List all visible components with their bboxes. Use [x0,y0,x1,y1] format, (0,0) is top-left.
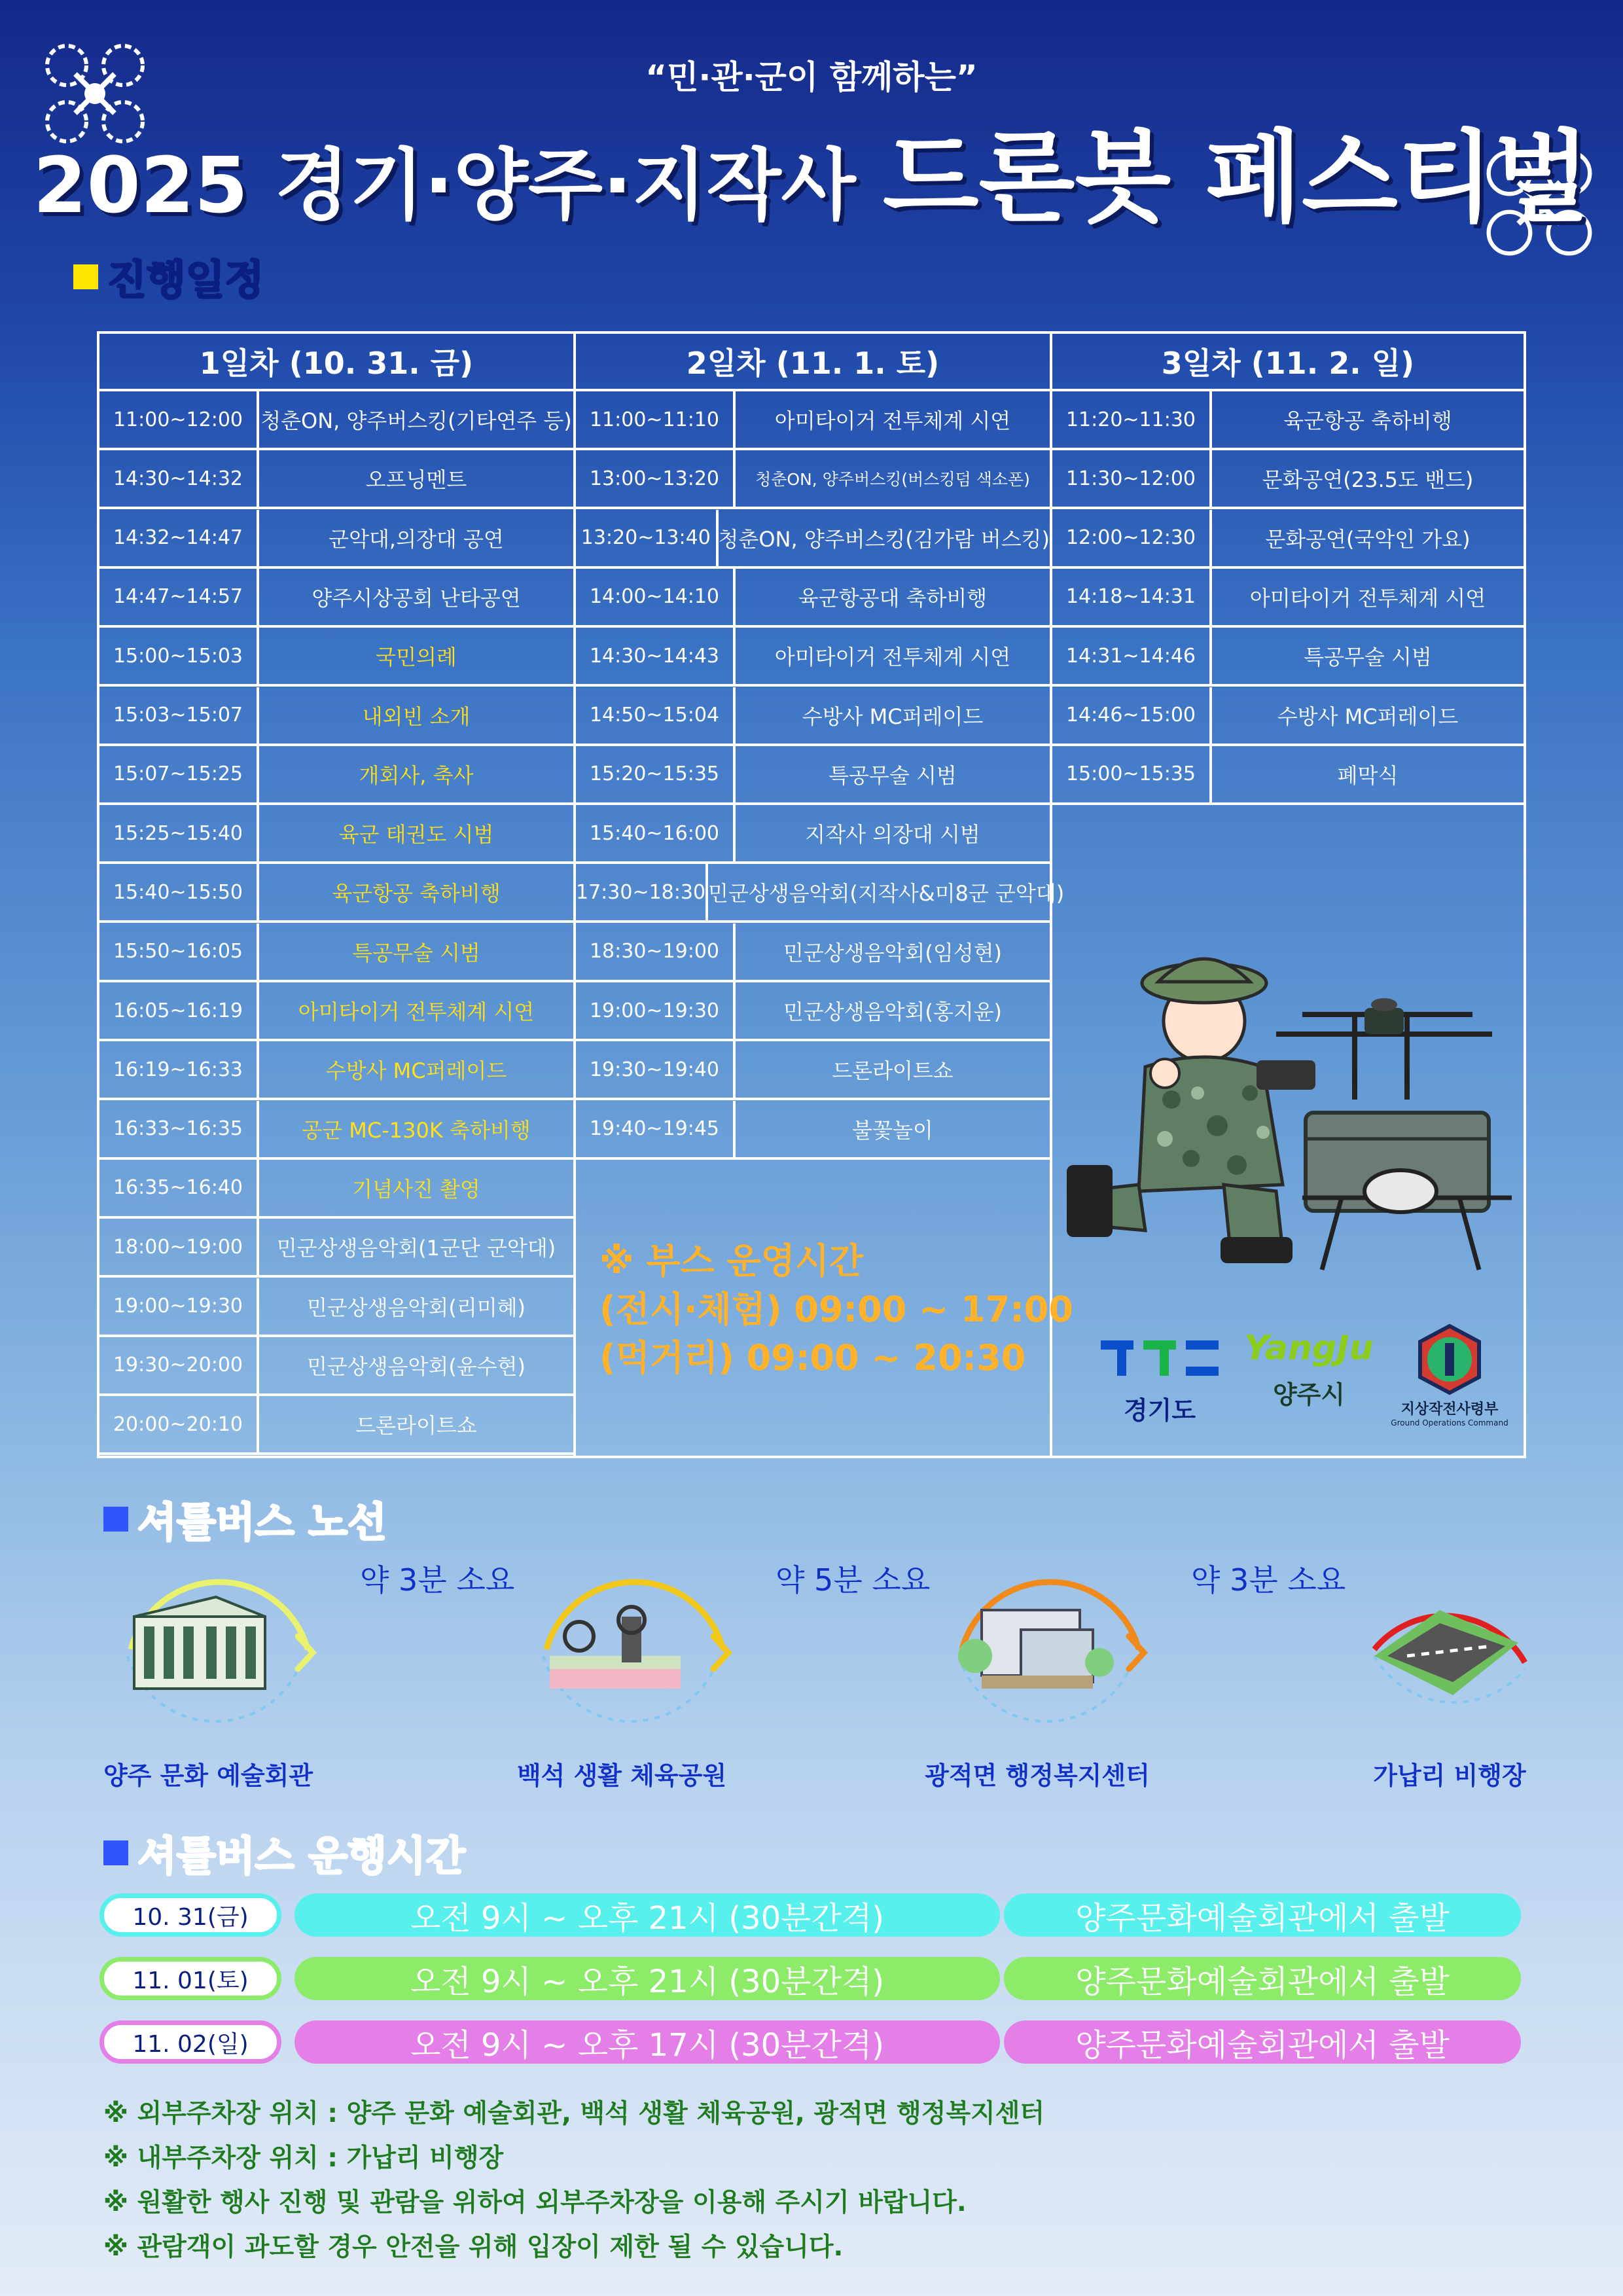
subtitle: “민·관·군이 함께하는” [645,58,978,96]
sports-park-icon [550,1607,681,1689]
schedule-row [576,805,1050,864]
schedule-time: 16:33~16:35 [99,1101,259,1157]
schedule-row [576,746,1050,805]
schedule-event: 아미타이거 전투체계 시연 [1249,585,1486,611]
command-label: 지상작전사령부 [1400,1401,1499,1418]
schedule-time: 19:30~20:00 [99,1337,259,1393]
schedule-time: 14:47~14:57 [99,569,259,625]
schedule-row [99,687,573,746]
bus-hours: 오전 9시 ~ 오후 21시 (30분간격) [294,1957,1000,2000]
schedule-row [99,1396,573,1455]
schedule-event: 수방사 MC퍼레이드 [802,704,984,729]
schedule-time: 11:30~12:00 [1052,450,1212,507]
route-duration: 약 3분 소요 [360,1562,515,1598]
title-part1: 2025 경기·양주·지작사 [33,140,883,230]
schedule-event: 드론라이트쇼 [832,1058,954,1084]
schedule-time: 14:30~14:43 [576,628,736,684]
day-header: 3일차 (11. 2. 일) [1052,334,1524,391]
route-stop-label: 가납리 비행장 [1373,1761,1526,1790]
schedule-event: 특공무술 시범 [1304,645,1432,670]
schedule-row [99,805,573,864]
schedule-row [99,982,573,1041]
bus-departure: 양주문화예술회관에서 출발 [1004,2020,1521,2064]
schedule-row [1052,687,1524,746]
schedule-heading [73,247,264,306]
title-part2: 드론봇 페스티벌 [882,120,1590,236]
schedule-event: 드론라이트쇼 [355,1413,477,1439]
welfare-center-icon [958,1610,1114,1689]
schedule-row [1052,391,1524,450]
schedule-row [576,510,1050,569]
schedule-event: 아미타이거 전투체계 시연 [774,408,1011,433]
route-stop-label: 백석 생활 체육공원 [516,1761,727,1790]
schedule-row [1052,510,1524,569]
schedule-event: 수방사 MC퍼레이드 [325,1058,507,1084]
day3-column [1052,334,1524,1456]
schedule-event: 문화공연(국악인 가요) [1265,526,1471,552]
schedule-event: 청춘ON, 양주버스킹(김가람 버스킹) [718,526,1050,552]
schedule-row [99,628,573,687]
schedule-time: 20:00~20:10 [99,1396,259,1452]
day-header: 2일차 (11. 1. 토) [576,334,1050,391]
airfield-icon [1374,1610,1518,1695]
gyeonggi-logo-icon [1097,1335,1222,1388]
bus-date: 11. 02(일) [99,2020,281,2064]
schedule-heading-text: 진행일정 [107,256,264,304]
schedule-event: 공군 MC-130K 축하비행 [302,1117,531,1143]
route-heading-text: 셔틀버스 노선 [137,1498,387,1546]
schedule-row [576,1101,1050,1160]
bus-departure: 양주문화예술회관에서 출발 [1004,1957,1521,2000]
day1-column [99,334,576,1456]
schedule-row [99,924,573,982]
yangju-label: 양주시 [1272,1380,1346,1409]
schedule-row [576,687,1050,746]
schedule-row [99,1219,573,1278]
schedule-row [99,1278,573,1337]
schedule-event: 개회사, 축사 [359,762,474,788]
schedule-event: 민군상생음악회(임성현) [783,940,1003,965]
bus-hours: 오전 9시 ~ 오후 17시 (30분간격) [294,2020,1000,2064]
schedule-time: 18:00~19:00 [99,1219,259,1275]
schedule-time: 15:25~15:40 [99,805,259,861]
schedule-time: 13:20~13:40 [576,510,719,566]
schedule-time: 11:00~11:10 [576,391,736,448]
note-line: ※ 외부주차장 위치 : 양주 문화 예술회관, 백석 생활 체육공원, 광적면 행정복지센터 [103,2099,1045,2128]
schedule-time: 11:00~12:00 [99,391,259,448]
schedule-time: 16:05~16:19 [99,982,259,1039]
schedule-time: 18:30~19:00 [576,924,736,980]
note-line: ※ 원활한 행사 진행 및 관람을 위하여 외부주차장을 이용해 주시기 바랍니다. [103,2188,967,2217]
day-header: 1일차 (10. 31. 금) [99,334,573,391]
schedule-time: 15:50~16:05 [99,924,259,980]
schedule-event: 민군상생음악회(홍지윤) [783,999,1003,1024]
bus-departure: 양주문화예술회관에서 출발 [1004,1893,1521,1937]
schedule-event: 수방사 MC퍼레이드 [1277,704,1459,729]
schedule-time: 19:30~19:40 [576,1041,736,1098]
schedule-event: 육군항공 축하비행 [332,881,501,906]
schedule-time: 14:50~15:04 [576,687,736,744]
schedule-row [99,510,573,569]
schedule-row [1052,628,1524,687]
route-heading [103,1490,387,1548]
logo-command [1387,1323,1512,1427]
schedule-row [576,450,1050,509]
schedule-time: 15:20~15:35 [576,746,736,802]
schedule-time: 15:40~16:00 [576,805,736,861]
schedule-event: 양주시상공회 난타공연 [312,585,521,611]
schedule-event: 민군상생음악회(리미혜) [306,1295,526,1320]
schedule-time: 17:30~18:30 [576,864,708,920]
schedule-row [99,864,573,923]
booth-exhibit-hours: (전시·체험) 09:00 ~ 17:00 [599,1289,1073,1330]
bus-row [99,1893,1521,1941]
schedule-event: 폐막식 [1337,762,1399,788]
schedule-row [99,569,573,628]
schedule-row [1052,746,1524,805]
schedule-event: 육군항공 축하비행 [1283,408,1452,433]
page-title [0,98,1623,241]
schedule-event: 국민의례 [376,645,457,670]
soldier-drone-illustration [1067,910,1525,1276]
schedule-row [576,982,1050,1041]
square-bullet-icon [73,264,98,289]
schedule-event: 특공무술 시범 [829,762,957,788]
bus-hours: 오전 9시 ~ 오후 21시 (30분간격) [294,1893,1000,1937]
schedule-row [99,1041,573,1100]
schedule-row [576,924,1050,982]
schedule-row [99,1101,573,1160]
booth-hours [599,1237,1073,1382]
schedule-event: 특공무술 시범 [352,940,480,965]
schedule-time: 16:19~16:33 [99,1041,259,1098]
schedule-row [1052,569,1524,628]
schedule-time: 15:03~15:07 [99,687,259,744]
schedule-event: 불꽃놀이 [852,1117,933,1143]
bus-row [99,1957,1521,2004]
schedule-time: 14:30~14:32 [99,450,259,507]
route-stop-label: 양주 문화 예술회관 [103,1761,313,1790]
schedule-time: 14:00~14:10 [576,569,736,625]
schedule-event: 민군상생음악회(1군단 군악대) [276,1236,556,1261]
schedule-row [1052,450,1524,509]
bus-date: 10. 31(금) [99,1893,281,1937]
logo-gyeonggi [1094,1335,1225,1426]
schedule-time: 19:00~19:30 [99,1278,259,1335]
command-en-label: Ground Operations Command [1391,1418,1508,1427]
booth-title: ※ 부스 운영시간 [599,1240,864,1282]
bus-heading-text: 셔틀버스 운행시간 [137,1832,465,1880]
schedule-time: 19:00~19:30 [576,982,736,1039]
schedule-time: 14:18~14:31 [1052,569,1212,625]
art-hall-icon [134,1597,265,1689]
schedule-time: 15:07~15:25 [99,746,259,802]
schedule-time: 14:31~14:46 [1052,628,1212,684]
schedule-event: 문화공연(23.5도 밴드) [1262,467,1474,493]
schedule-time: 15:00~15:03 [99,628,259,684]
schedule-event: 아미타이거 전투체계 시연 [298,999,535,1024]
schedule-time: 11:20~11:30 [1052,391,1212,448]
schedule-row [576,391,1050,450]
schedule-event: 내외빈 소개 [362,704,471,729]
schedule-event: 기념사진 촬영 [352,1176,480,1202]
schedule-event: 육군 태권도 시범 [338,822,494,848]
logo-yangju [1240,1329,1378,1410]
schedule-time: 19:40~19:45 [576,1101,736,1157]
route-duration: 약 5분 소요 [776,1562,931,1598]
schedule-event: 군악대,의장대 공연 [329,526,504,552]
schedule-event: 아미타이거 전투체계 시연 [774,645,1011,670]
route-duration: 약 3분 소요 [1191,1562,1346,1598]
note-line: ※ 내부주차장 위치 : 가납리 비행장 [103,2144,504,2173]
schedule-row [576,628,1050,687]
schedule-time: 14:32~14:47 [99,510,259,566]
schedule-row [99,1337,573,1396]
schedule-time: 15:00~15:35 [1052,746,1212,802]
square-bullet-icon [103,1840,128,1865]
schedule-row [99,746,573,805]
route-stop-label: 광적면 행정복지센터 [925,1761,1150,1790]
gyeonggi-label: 경기도 [1123,1396,1196,1425]
yangju-en-label: YangJu [1244,1329,1374,1368]
schedule-time: 15:40~15:50 [99,864,259,920]
schedule-event: 육군항공대 축하비행 [798,585,988,611]
schedule-row [576,864,1065,923]
schedule-event: 오프닝멘트 [365,467,467,493]
note-line: ※ 관람객이 과도할 경우 안전을 위해 입장이 제한 될 수 있습니다. [103,2233,844,2262]
schedule-time: 16:35~16:40 [99,1160,259,1216]
schedule-row [99,1160,573,1219]
schedule-row [99,391,573,450]
bus-heading [103,1823,465,1882]
schedule-event: 민군상생음악회(윤수현) [306,1354,526,1379]
schedule-row [99,450,573,509]
schedule-event: 청춘ON, 양주버스킹(기타연주 등) [260,408,572,433]
bus-date: 11. 01(토) [99,1957,281,2000]
schedule-time: 14:46~15:00 [1052,687,1212,744]
schedule-row [576,1041,1050,1100]
schedule-time: 12:00~12:30 [1052,510,1212,566]
schedule-event: 민군상생음악회(지작사&미8군 군악대) [708,881,1065,906]
schedule-time: 13:00~13:20 [576,450,736,507]
schedule-event: 지작사 의장대 시범 [805,822,980,848]
bus-row [99,2020,1521,2068]
schedule-event: 청춘ON, 양주버스킹(버스킹덤 색소폰) [755,470,1030,490]
square-bullet-icon [103,1507,128,1532]
command-emblem-icon [1414,1323,1486,1395]
booth-food-hours: (먹거리) 09:00 ~ 20:30 [599,1337,1026,1378]
schedule-row [576,569,1050,628]
